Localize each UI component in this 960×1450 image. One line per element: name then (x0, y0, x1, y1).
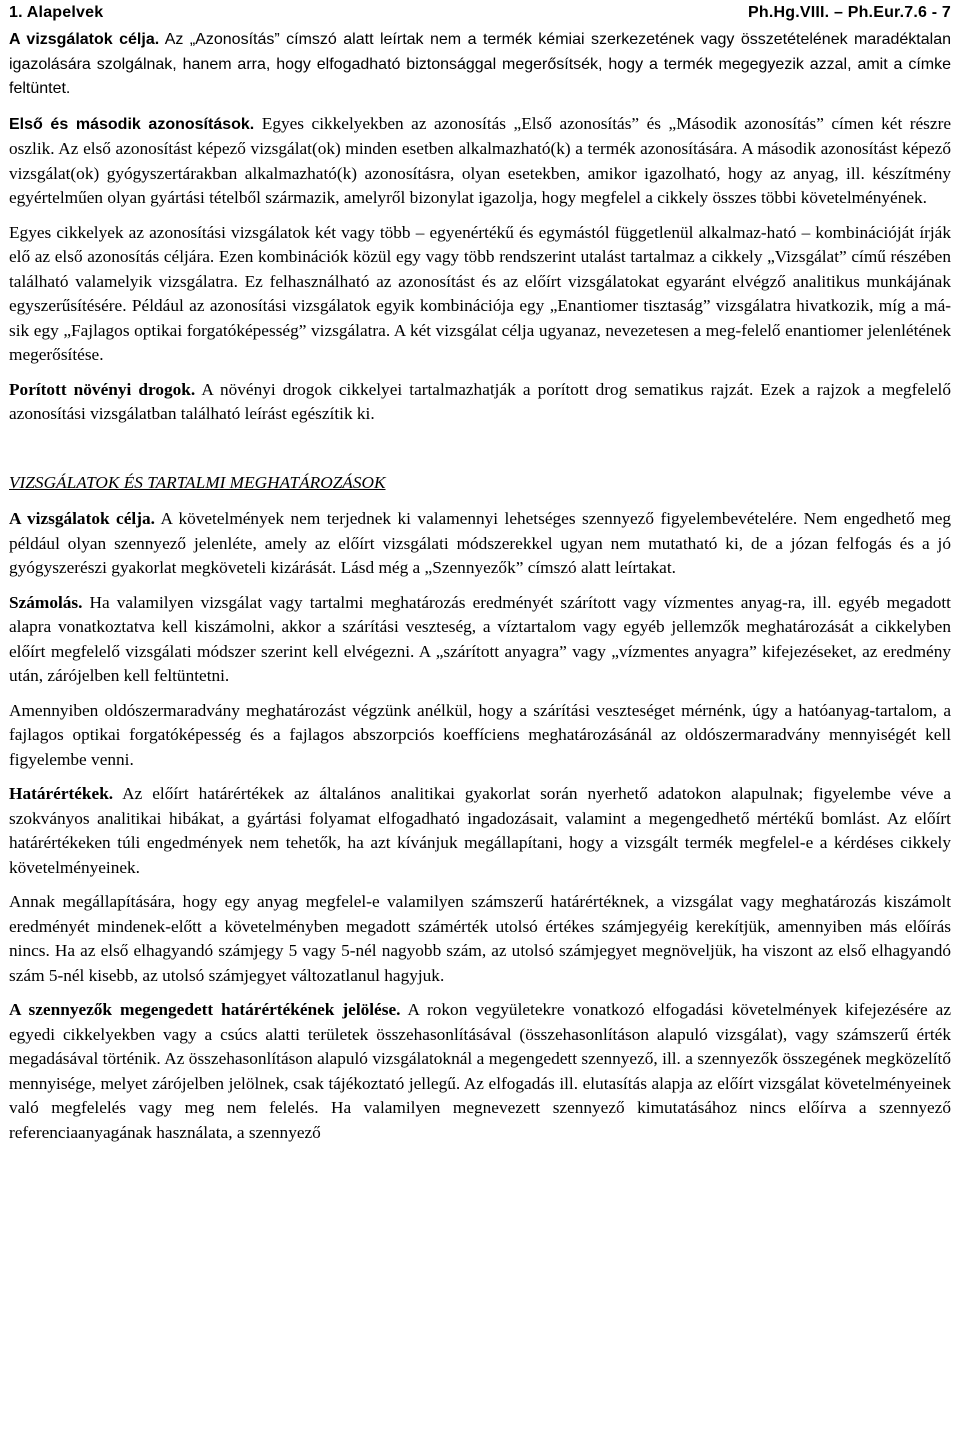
paragraph-rounding (9, 890, 951, 988)
paragraph-heading: A vizsgálatok célja. (9, 31, 160, 48)
paragraph-purpose-of-tests-2 (9, 507, 951, 581)
paragraph-heading: A vizsgálatok célja. (9, 509, 155, 528)
paragraph-first-second-identification (9, 112, 951, 211)
paragraph-text: A növényi drogok cikkelyei tartalmazhatják a porított drog sematikus rajzát. Ezek a rajzok a megfelelő azonosítási vizsgálatban található leírást egészítik ki. (9, 379, 951, 423)
paragraph-text: Egyes cikkelyekben az azonosítás „Első azonosítás” és „Második azonosítás” címen két részre oszlik. Az első azonosítást képező vizsgálat(ok) minden esetben alkalmazható(k) a termék azonosítására. A második azonosítást képező vizsgálat(ok) gyógyszertárakban alkalmazható(k) azonosításra, olyan esetekben, amikor igazolható, hogy az anyag, ill. készítmény egyértelműen olyan gyártási tételből származik, amelyről bizonylat igazolja, hogy megfelel a cikkely összes többi követelményének. (9, 113, 952, 207)
paragraph-text: Amennyiben oldószermaradvány meghatározást végzünk anélkül, hogy a szárítási veszteséget mérnénk, úgy a hatóanyag-tartalom, a fajlagos optikai forgatóképesség és a fajlagos abszorpciós koeffíciens meghatározásánál az oldószermaradvány mennyiségét kell figyelembe venni. (9, 700, 951, 769)
section-title: VIZSGÁLATOK ÉS TARTALMI MEGHATÁROZÁSOK (9, 472, 386, 492)
paragraph-heading: A szennyezők megengedett határértékének jelölése. (9, 1000, 401, 1019)
paragraph-powdered-herbal-drugs (9, 378, 951, 427)
paragraph-text: Ha valamilyen vizsgálat vagy tartalmi meghatározás eredményét szárított vagy vízmentes anyag-ra, ill. egyéb megadott alapra vonatkoztatva kell kiszámolni, akkor a szárítási veszteség, a víztartalom vagy egyéb jellemzők meghatározását a cikkelyben előírt megfelelő vizsgálati módszer szerint kell elvégezni. A „szárított anyagra” vagy „vízmentes anyagra” kifejezéseket, az eredmény után, zárójelben kell feltüntetni. (9, 592, 951, 685)
paragraph-limits (9, 782, 951, 880)
header-reference: Ph.Hg.VIII. – Ph.Eur.7.6 - 7 (748, 4, 951, 21)
paragraph-purpose-of-tests (9, 28, 951, 102)
paragraph-heading: Porított növényi drogok. (9, 379, 196, 399)
paragraph-text: Az előírt határértékek az általános analitikai gyakorlat során nyerhető adatokon alapulnak; figyelembe véve a szokványos analitikai hibákat, a gyártási folyamat elfogadható ingadozásait, valamint a megengedhető mértékű bomlást. Az előírt határértékeken túli engedmények nem tehetők, ha azt kívánjuk megállapítani, hogy a vizsgált termék megfelel-e a kérdéses cikkely követelményeinek. (9, 784, 951, 877)
paragraph-impurity-limits (9, 998, 951, 1145)
paragraph-text: Egyes cikkelyek az azonosítási vizsgálatok két vagy több – egyenértékű és egymástól függetlenül alkalmaz-ható – kombinációját írják elő az első azonosítás céljára. Ezen kombinációk közül egy vagy több rendszerint utalást tartalmaz a cikkely „Vizsgálat” című részében található valamelyik vizsgálatra. Ez felhasználható az azonosítást és az előírt vizsgálatokat egyaránt elvégző analitikus munkájának egyszerűsítésére. Például az azonosítási vizsgálatok egyik kombinációja egy „Enantiomer tisztaság” vizsgálatra hivatkozik, míg a má-sik egy „Fajlagos optikai forgatóképesség” vizsgálatra. A két vizsgálat célja ugyanaz, nevezetesen a meg-felelő enantiomer jelenlétének megerősítése. (9, 222, 951, 364)
paragraph-residual-solvents (9, 699, 951, 773)
paragraph-heading: Első és második azonosítások. (9, 115, 255, 133)
paragraph-identification-combinations (9, 221, 951, 368)
paragraph-text: Annak megállapítására, hogy egy anyag megfelel-e valamilyen számszerű határértéknek, a vizsgálat vagy meghatározás kiszámolt eredményét mindenek-előtt a követelményben megadott számérték utolsó értékes számjegyéig kerekítjük, amennyiben más előírás nincs. Ha az első elhagyandó számjegy 5 vagy 5-nél nagyobb szám, az utolsó számjegyet megnöveljük, ha viszont az első elhagyandó szám 5-nél kisebb, az utolsó számjegyet változatlanul hagyjuk. (9, 892, 951, 985)
paragraph-calculation (9, 591, 951, 689)
paragraph-heading: Határértékek. (9, 784, 114, 803)
header-chapter: 1. Alapelvek (9, 4, 104, 21)
paragraph-text: A követelmények nem terjednek ki valamennyi lehetséges szennyező figyelembevételére. Nem engedhető meg például olyan szennyező jelenléte, amely az előírt vizsgálati módszerekkel ugyan nem mutatható ki, de a józan felfogás és a jó gyógyszerészi gyakorlat megköveteli kizárását. Lásd még a „Szennyezők” címszó alatt leírtakat. (9, 509, 951, 577)
paragraph-text: Az „Azonosítás” címszó alatt leírtak nem a termék kémiai szerkezetének vagy összetételének maradéktalan igazolására szolgálnak, hanem arra, hogy elfogadható biztonsággal megerősítsék, hogy a termék megegyezik azzal, amit a címke feltüntet. (9, 31, 952, 97)
paragraph-text: A rokon vegyületekre vonatkozó elfogadási követelmények kifejezésére az egyedi cikkelyekben vagy a csúcs alatti területek összehasonlításával (összehasonlításon alapuló vizsgálat), vagy számszerű érték megadásával történik. Az összehasonlításon alapuló vizsgálatoknál a megengedett szennyező, ill. a szennyezők összegének megközelítő mennyisége, melyet zárójelben jelölnek, csak tájékoztató jellegű. Az elfogadás ill. elutasítás alapja az előírt vizsgálat követelményeinek való megfelelés vagy meg nem felelés. Ha valamilyen megnevezett szennyező kimutatásához nincs előírva a szennyező referenciaanyagának használata, a szennyező (9, 1000, 951, 1142)
page-header (9, 0, 951, 28)
paragraph-heading: Számolás. (9, 592, 83, 612)
